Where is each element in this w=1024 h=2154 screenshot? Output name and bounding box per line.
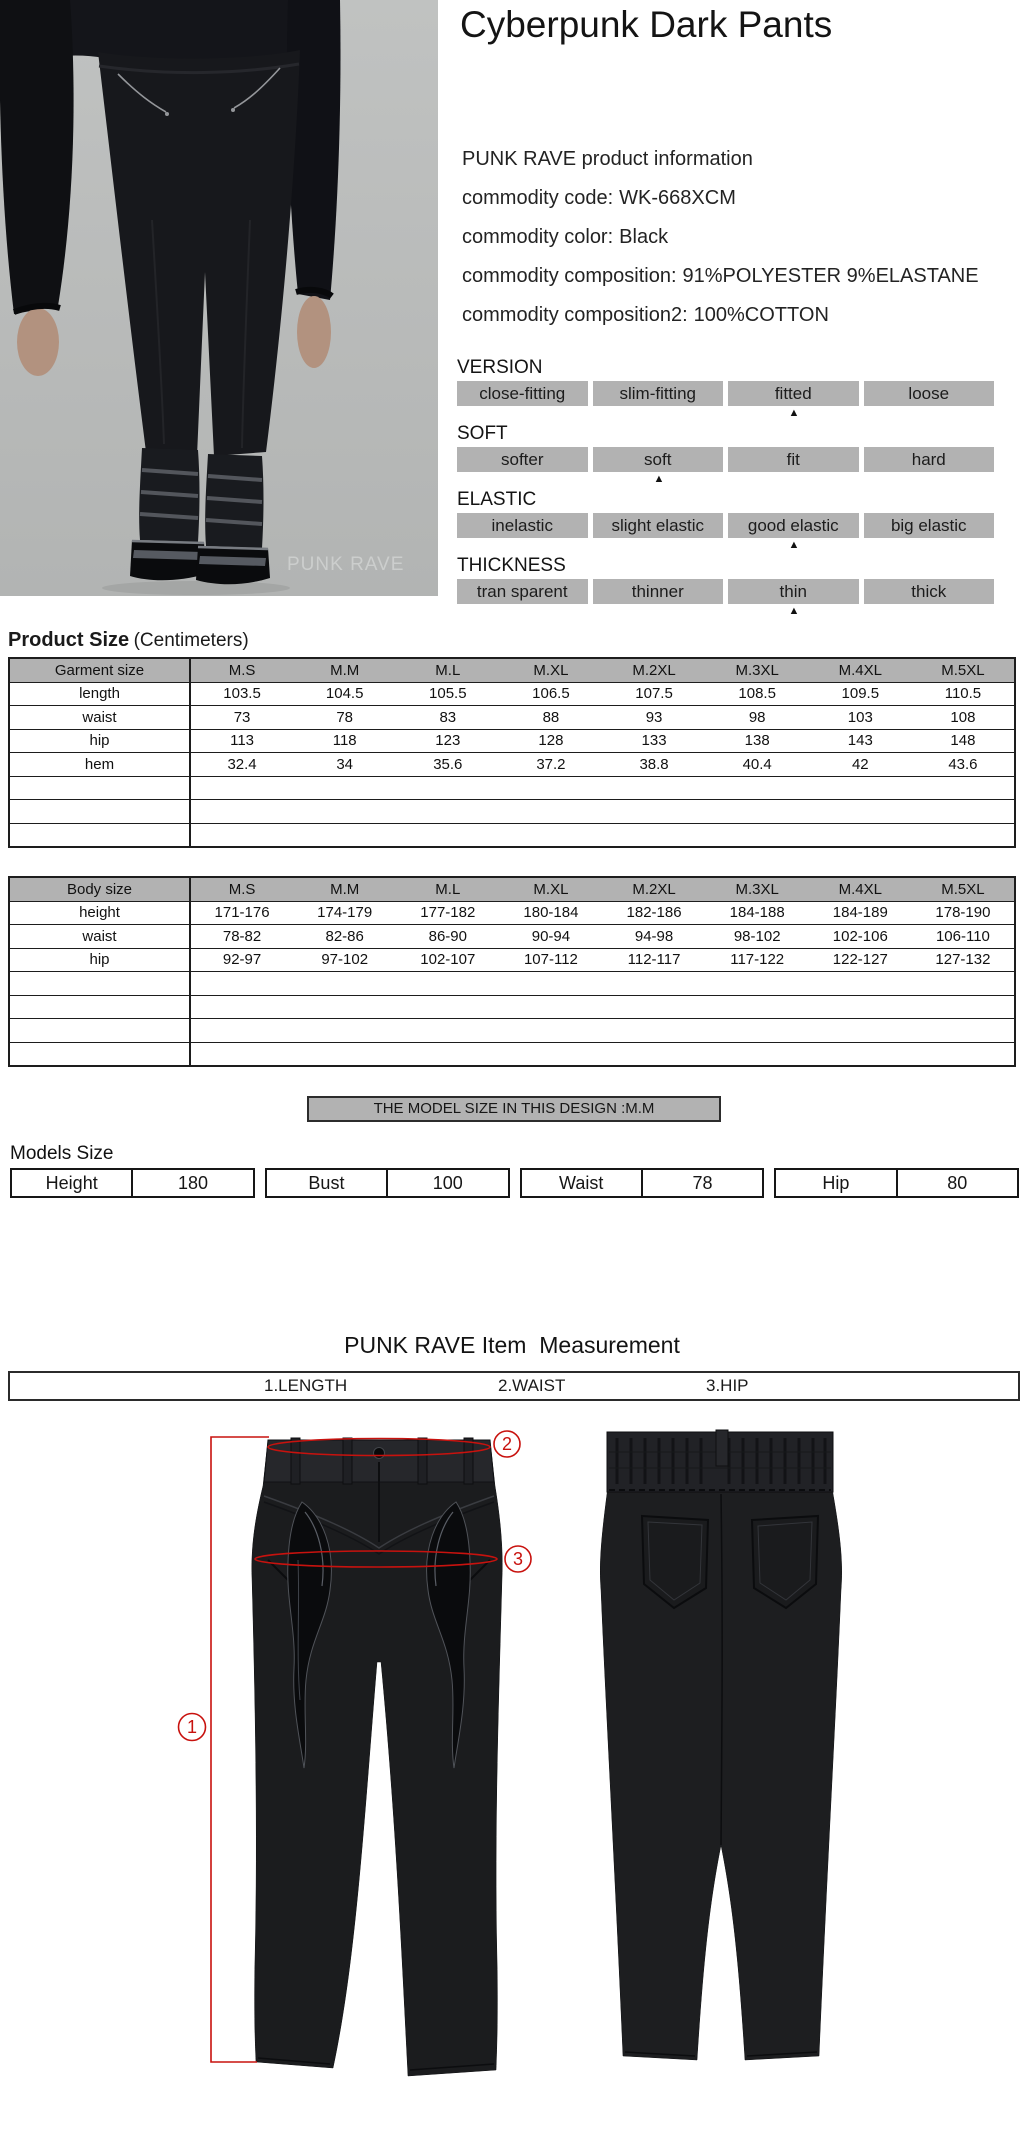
attr-options-row [457, 447, 994, 472]
header-cell: M.XL [499, 658, 602, 682]
attr-name: THICKNESS [457, 555, 566, 576]
size-cell: 178-190 [912, 901, 1015, 925]
selected-marker-icon: ▲ [788, 539, 800, 551]
info-value: 100%COTTON [693, 304, 829, 326]
size-cell: 42 [809, 753, 912, 777]
size-cell: 83 [396, 706, 499, 730]
header-cell: M.2XL [603, 658, 706, 682]
table-row [9, 729, 1015, 753]
size-cell: 112-117 [603, 948, 706, 972]
table-row [9, 706, 1015, 730]
measurement-title: PUNK RAVE Item Measurement [344, 1332, 680, 1358]
size-cell: 90-94 [499, 925, 602, 949]
size-cell: 98-102 [706, 925, 809, 949]
empty-cell [190, 972, 1015, 996]
pants-front-view [252, 1438, 502, 2076]
size-section-heading [8, 629, 249, 652]
measurement-figure [0, 1420, 1024, 2154]
table-row [9, 901, 1015, 925]
size-cell: 103 [809, 706, 912, 730]
size-cell: 118 [293, 729, 396, 753]
annotation-digit-3: 3 [512, 1549, 524, 1569]
size-cell: 113 [190, 729, 293, 753]
size-cell: 107-112 [499, 948, 602, 972]
info-label: commodity composition2: [462, 304, 688, 326]
models-size-value: 78 [692, 1173, 713, 1193]
info-value: Black [619, 226, 669, 248]
size-cell: 106.5 [499, 682, 602, 706]
attr-option: close-fitting [457, 381, 588, 406]
header-cell: M.3XL [706, 658, 809, 682]
page-title: Cyberpunk Dark Pants [460, 4, 833, 45]
row-label [9, 995, 190, 1019]
size-cell: 148 [912, 729, 1015, 753]
photo-watermark: PUNK RAVE [287, 554, 405, 575]
info-label: commodity color: [462, 226, 614, 248]
row-label: hem [9, 753, 190, 777]
empty-table-row [9, 972, 1015, 996]
models-size-label: Height [12, 1170, 133, 1196]
table-row [9, 682, 1015, 706]
legend-waist: 2.WAIST [498, 1376, 566, 1395]
empty-table-row [9, 800, 1015, 824]
attr-option: slight elastic [593, 513, 724, 538]
size-cell: 109.5 [809, 682, 912, 706]
table-row [9, 925, 1015, 949]
header-cell: Body size [9, 877, 190, 901]
models-size-row [10, 1168, 1019, 1198]
size-cell: 98 [706, 706, 809, 730]
attr-option: thin [728, 579, 859, 604]
size-cell: 184-188 [706, 901, 809, 925]
empty-cell [190, 1042, 1015, 1066]
size-cell: 78 [293, 706, 396, 730]
empty-cell [190, 776, 1015, 800]
models-size-label: Bust [267, 1170, 388, 1196]
models-size-value: 180 [178, 1173, 209, 1193]
product-info [462, 146, 979, 341]
size-heading-unit: (Centimeters) [133, 630, 249, 651]
models-size-label: Hip [776, 1170, 897, 1196]
size-cell: 138 [706, 729, 809, 753]
table-header-row [9, 877, 1015, 901]
size-cell: 133 [603, 729, 706, 753]
models-size-heading: Models Size [10, 1143, 114, 1164]
attr-name: VERSION [457, 357, 543, 378]
models-size-label: Waist [522, 1170, 643, 1196]
size-cell: 180-184 [499, 901, 602, 925]
row-label: hip [9, 948, 190, 972]
attr-options-row [457, 579, 994, 604]
attr-option: slim-fitting [593, 381, 724, 406]
attr-soft [457, 423, 994, 489]
header-cell: M.3XL [706, 877, 809, 901]
attr-option: thick [864, 579, 995, 604]
attr-thickness [457, 555, 994, 621]
attr-version [457, 357, 994, 423]
size-cell: 102-107 [396, 948, 499, 972]
size-heading-bold: Product Size [8, 629, 130, 651]
info-value: WK-668XCM [619, 187, 736, 209]
size-cell: 103.5 [190, 682, 293, 706]
size-cell: 117-122 [706, 948, 809, 972]
attr-option: tran sparent [457, 579, 588, 604]
selected-marker-icon: ▲ [788, 605, 800, 617]
size-cell: 104.5 [293, 682, 396, 706]
attribute-scales [457, 357, 994, 621]
empty-cell [190, 995, 1015, 1019]
size-cell: 107.5 [603, 682, 706, 706]
empty-table-row [9, 1042, 1015, 1066]
info-label: commodity composition: [462, 265, 677, 287]
size-cell: 93 [603, 706, 706, 730]
attr-option: softer [457, 447, 588, 472]
size-cell: 110.5 [912, 682, 1015, 706]
attr-options-row [457, 381, 994, 406]
header-cell: M.M [293, 877, 396, 901]
info-label: commodity code: [462, 187, 614, 209]
empty-cell [190, 800, 1015, 824]
models-size-box-bust [265, 1168, 510, 1198]
size-cell: 82-86 [293, 925, 396, 949]
size-cell: 122-127 [809, 948, 912, 972]
table-header-row [9, 658, 1015, 682]
attr-option: thinner [593, 579, 724, 604]
row-label: hip [9, 729, 190, 753]
header-cell: M.M [293, 658, 396, 682]
measurement-legend [8, 1371, 1020, 1401]
attr-elastic [457, 489, 994, 555]
info-value: 91%POLYESTER 9%ELASTANE [682, 265, 979, 287]
size-cell: 78-82 [190, 925, 293, 949]
header-cell: M.L [396, 658, 499, 682]
size-cell: 106-110 [912, 925, 1015, 949]
row-label: length [9, 682, 190, 706]
model-size-banner: THE MODEL SIZE IN THIS DESIGN :M.M [307, 1096, 721, 1122]
header-cell: M.2XL [603, 877, 706, 901]
info-line-color [462, 224, 979, 250]
table-row [9, 948, 1015, 972]
header-cell: M.L [396, 877, 499, 901]
size-cell: 184-189 [809, 901, 912, 925]
attr-option: fitted [728, 381, 859, 406]
size-cell: 32.4 [190, 753, 293, 777]
size-cell: 73 [190, 706, 293, 730]
attr-option: fit [728, 447, 859, 472]
table-row [9, 753, 1015, 777]
models-size-box-hip [774, 1168, 1019, 1198]
row-label [9, 1019, 190, 1043]
header-cell: M.S [190, 877, 293, 901]
legend-length: 1.LENGTH [264, 1376, 348, 1395]
models-size-value: 80 [947, 1173, 968, 1193]
attr-name: SOFT [457, 423, 508, 444]
info-line-code [462, 185, 979, 211]
garment-size-table [8, 657, 1016, 848]
size-cell: 35.6 [396, 753, 499, 777]
attr-option: inelastic [457, 513, 588, 538]
size-cell: 128 [499, 729, 602, 753]
size-cell: 105.5 [396, 682, 499, 706]
row-label [9, 972, 190, 996]
row-label [9, 1042, 190, 1066]
attr-option: hard [864, 447, 995, 472]
size-cell: 34 [293, 753, 396, 777]
header-cell: Garment size [9, 658, 190, 682]
size-cell: 40.4 [706, 753, 809, 777]
header-cell: M.5XL [912, 877, 1015, 901]
selected-marker-icon: ▲ [788, 407, 800, 419]
size-cell: 38.8 [603, 753, 706, 777]
size-cell: 88 [499, 706, 602, 730]
size-cell: 37.2 [499, 753, 602, 777]
annotation-digit-1: 1 [186, 1717, 198, 1737]
empty-cell [190, 823, 1015, 847]
row-label [9, 776, 190, 800]
size-cell: 127-132 [912, 948, 1015, 972]
size-cell: 108 [912, 706, 1015, 730]
info-line-composition [462, 263, 979, 289]
empty-table-row [9, 776, 1015, 800]
body-size-table [8, 876, 1016, 1067]
attr-options-row [457, 513, 994, 538]
legend-hip: 3.HIP [706, 1376, 749, 1395]
pants-back-view [600, 1430, 841, 2060]
attr-option: loose [864, 381, 995, 406]
models-size-box-height [10, 1168, 255, 1198]
model-photo [0, 0, 438, 596]
row-label: waist [9, 925, 190, 949]
attr-option: soft [593, 447, 724, 472]
empty-table-row [9, 823, 1015, 847]
size-cell: 143 [809, 729, 912, 753]
attr-option: big elastic [864, 513, 995, 538]
models-size-value: 100 [432, 1173, 463, 1193]
header-cell: M.4XL [809, 658, 912, 682]
info-heading: PUNK RAVE product information [462, 148, 753, 170]
models-size-box-waist [520, 1168, 765, 1198]
size-cell: 171-176 [190, 901, 293, 925]
size-cell: 97-102 [293, 948, 396, 972]
empty-cell [190, 1019, 1015, 1043]
attr-name: ELASTIC [457, 489, 537, 510]
size-cell: 102-106 [809, 925, 912, 949]
row-label: waist [9, 706, 190, 730]
annotation-digit-2: 2 [501, 1434, 513, 1454]
header-cell: M.4XL [809, 877, 912, 901]
empty-table-row [9, 995, 1015, 1019]
size-cell: 86-90 [396, 925, 499, 949]
size-cell: 108.5 [706, 682, 809, 706]
selected-marker-icon: ▲ [653, 473, 665, 485]
size-cell: 92-97 [190, 948, 293, 972]
size-cell: 174-179 [293, 901, 396, 925]
header-cell: M.5XL [912, 658, 1015, 682]
header-cell: M.XL [499, 877, 602, 901]
row-label: height [9, 901, 190, 925]
header-cell: M.S [190, 658, 293, 682]
row-label [9, 800, 190, 824]
row-label [9, 823, 190, 847]
info-line-composition2 [462, 302, 979, 328]
attr-option: good elastic [728, 513, 859, 538]
size-cell: 43.6 [912, 753, 1015, 777]
size-cell: 177-182 [396, 901, 499, 925]
size-cell: 182-186 [603, 901, 706, 925]
size-cell: 94-98 [603, 925, 706, 949]
empty-table-row [9, 1019, 1015, 1043]
floor-shadow [102, 581, 290, 595]
size-cell: 123 [396, 729, 499, 753]
